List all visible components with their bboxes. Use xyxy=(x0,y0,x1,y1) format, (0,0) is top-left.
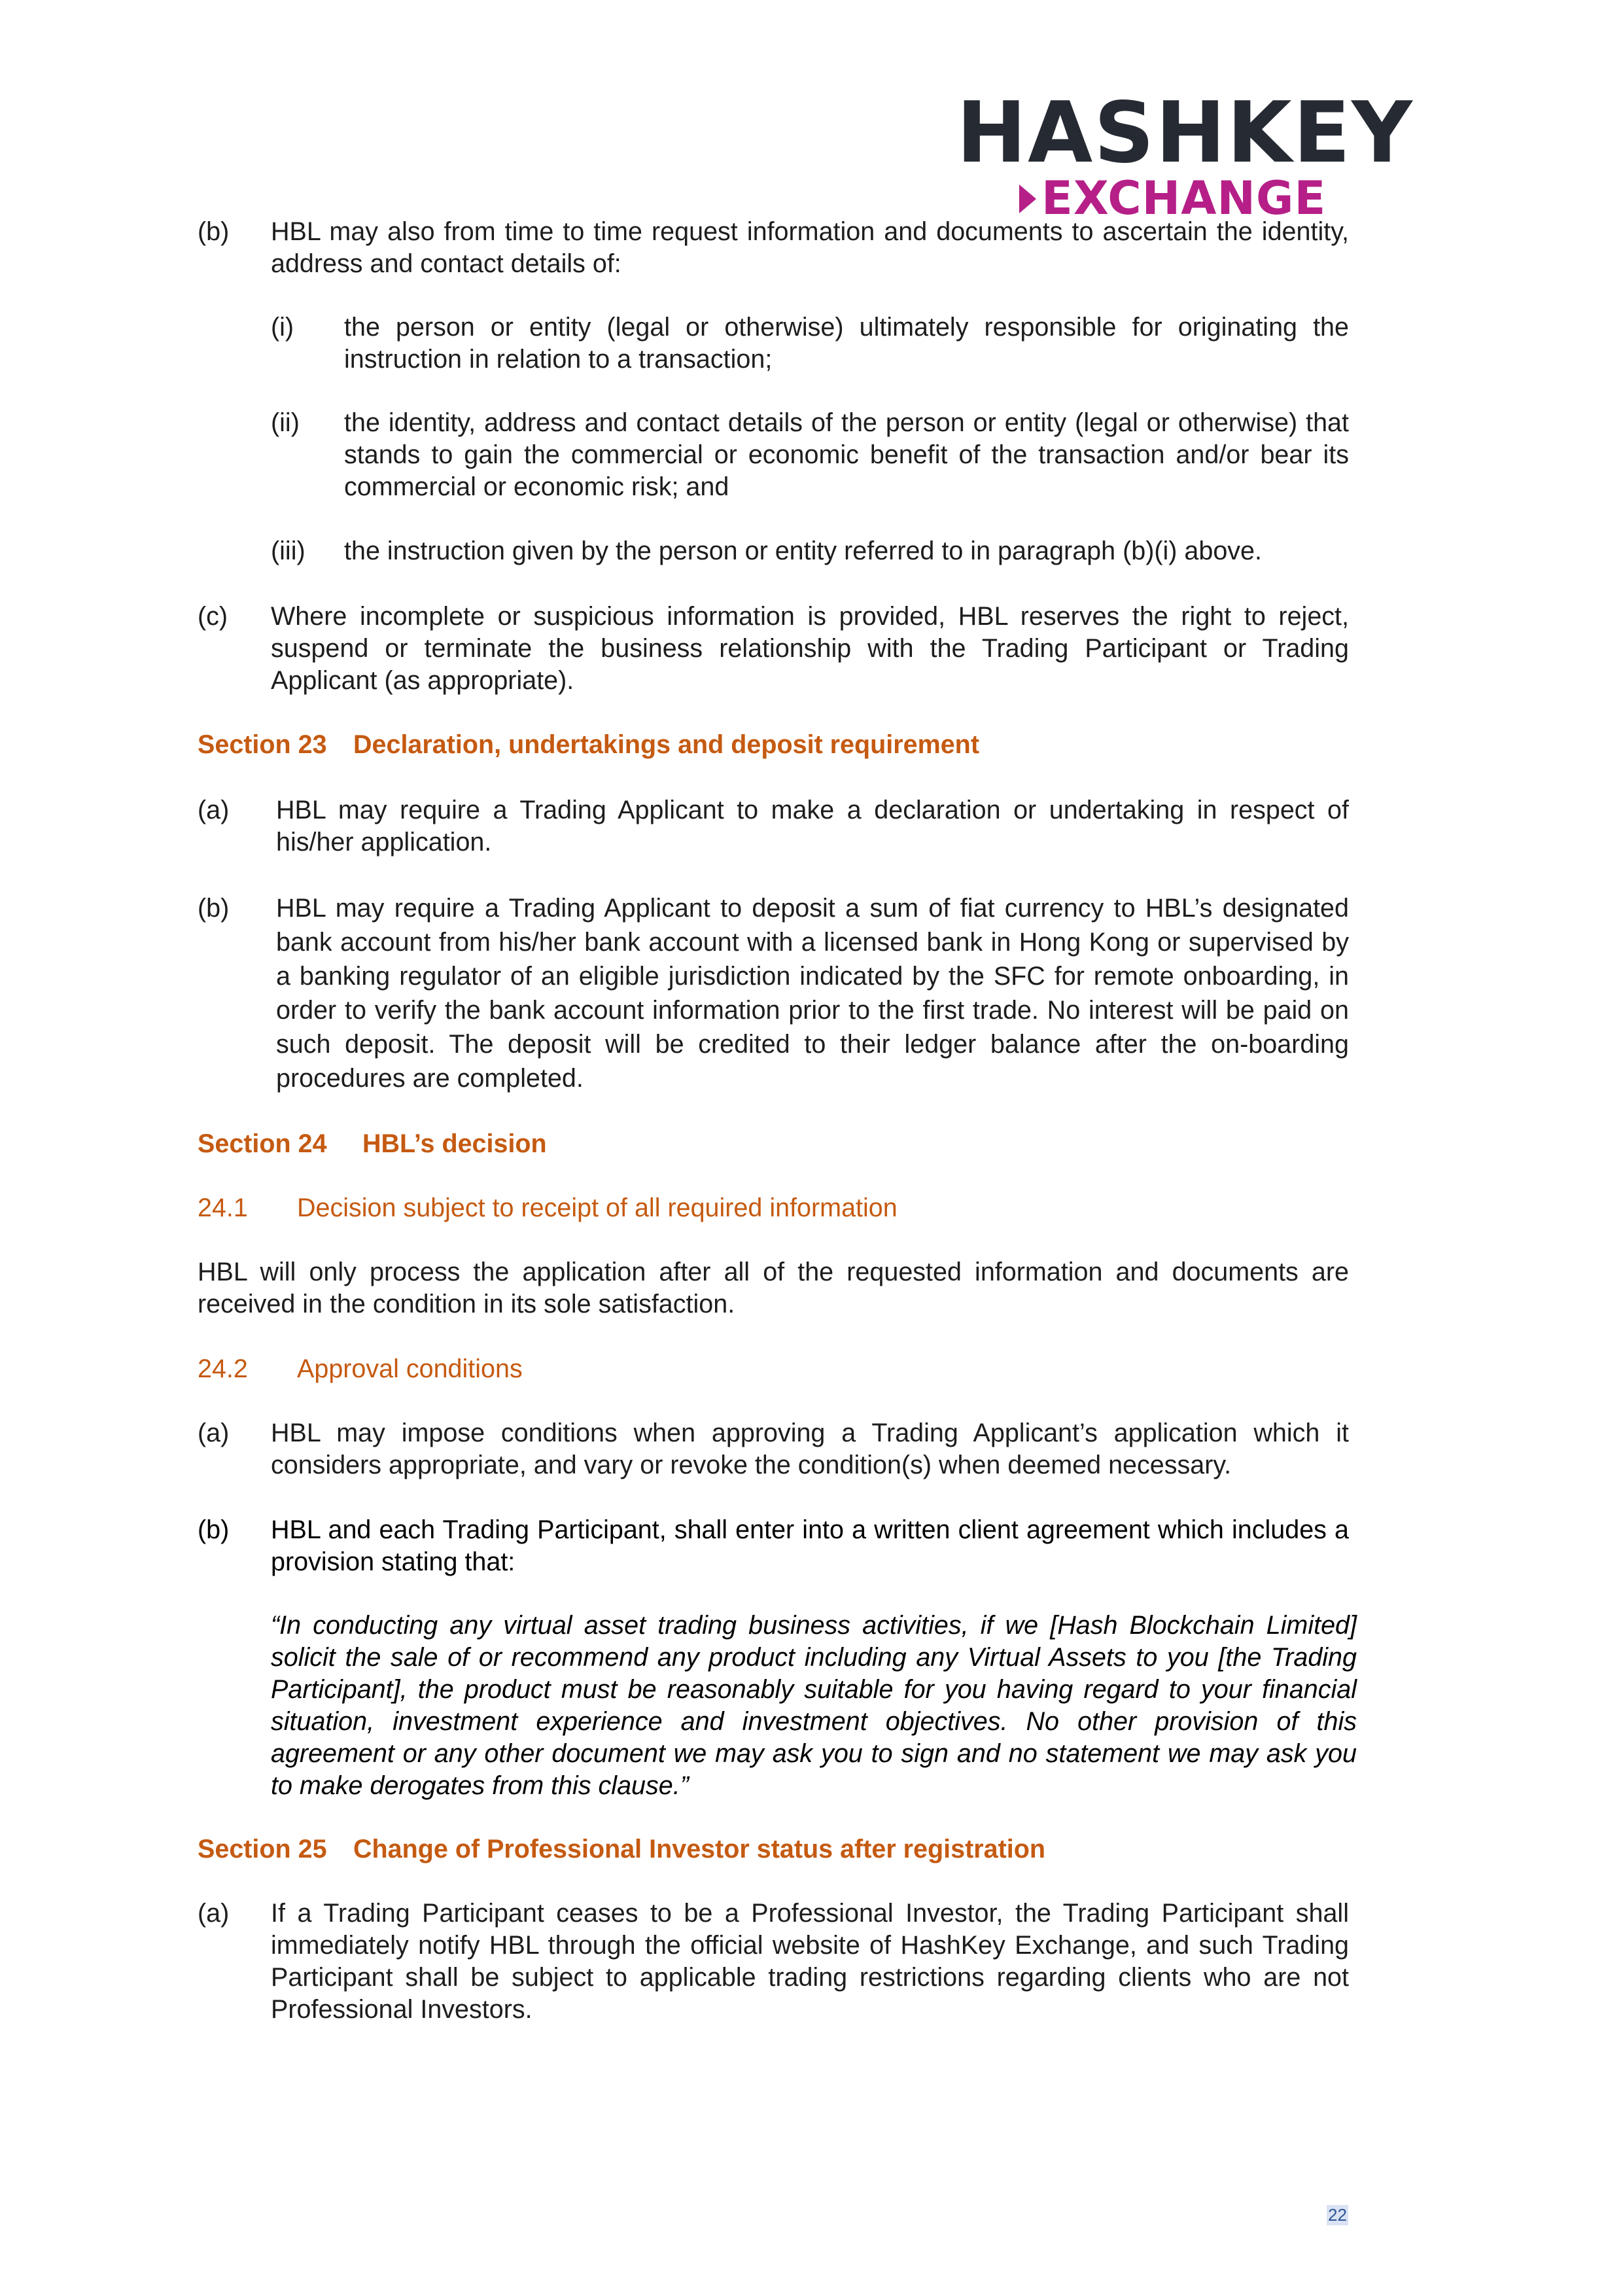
section-title: Declaration, undertakings and deposit requirement xyxy=(353,730,979,759)
subsection-title: Decision subject to receipt of all required information xyxy=(297,1193,898,1222)
paragraph-text: HBL may also from time to time request information and documents to ascertain the identity, address and contact details of: xyxy=(271,217,1349,278)
logo-hashkey-text: HASHKEY xyxy=(956,84,1414,182)
paragraph-label: (a) xyxy=(198,1899,230,1928)
paragraph-text: the identity, address and contact details of the person or entity (legal or otherwise) that stands to gain the commercial or economic benefit of the transaction and/or bear its commercial or economic risk; and xyxy=(344,408,1349,501)
quote-text: “In conducting any virtual asset trading business activities, if we [Hash Blockchain Limited] solicit the sale of or recommend any product including any Virtual Assets to you [the Trading Participant], the product must be reasonably suitable for you having regard to your financial situation, investment experience and investment objectives. No other provision of this agreement or any other document we may ask you to sign and no statement we may ask you to make derogates from this clause.” xyxy=(271,1611,1357,1800)
paragraph-label: (b) xyxy=(198,1515,230,1544)
paragraph-text: HBL may require a Trading Applicant to make a declaration or undertaking in respect of his/her application. xyxy=(276,796,1349,857)
hashkey-exchange-logo xyxy=(956,84,1414,225)
paragraph-text: Where incomplete or suspicious information is provided, HBL reserves the right to reject, suspend or terminate the business relationship with the Trading Participant or Trading Applicant (as appropriate). xyxy=(271,602,1349,695)
paragraph-label: (a) xyxy=(198,796,230,824)
section-title: Change of Professional Investor status after registration xyxy=(353,1835,1045,1863)
paragraph-text: HBL and each Trading Participant, shall enter into a written client agreement which includes a provision stating that: xyxy=(271,1515,1349,1576)
paragraph-text: HBL will only process the application after all of the requested information and documents are received in the condition in its sole satisfaction. xyxy=(198,1258,1349,1318)
paragraph-text: the person or entity (legal or otherwise) ultimately responsible for originating the instruction in relation to a transaction; xyxy=(344,313,1349,374)
logo-arrow-icon xyxy=(1019,185,1036,213)
paragraph-label: (b) xyxy=(198,894,230,923)
section-number: Section 24 xyxy=(198,1129,327,1158)
paragraph-label: (ii) xyxy=(271,408,300,437)
paragraph-label: (b) xyxy=(198,217,230,246)
subsection-number: 24.2 xyxy=(198,1354,248,1383)
paragraph-text: If a Trading Participant ceases to be a Professional Investor, the Trading Participant shall immediately notify HBL through the official website of HashKey Exchange, and such Trading Participant shall be subject to applicable trading restrictions regarding clients who are not Professional Investors. xyxy=(271,1899,1349,2024)
logo-exchange-text: EXCHANGE xyxy=(1041,171,1327,225)
section-number: Section 23 xyxy=(198,730,327,759)
subsection-title: Approval conditions xyxy=(297,1354,523,1383)
subsection-number: 24.1 xyxy=(198,1193,248,1222)
paragraph-text: HBL may impose conditions when approving a Trading Applicant’s application which it considers appropriate, and vary or revoke the condition(s) when deemed necessary. xyxy=(271,1419,1349,1479)
section-title: HBL’s decision xyxy=(362,1129,547,1158)
section-25-heading xyxy=(198,1833,1045,1865)
paragraph-text: the instruction given by the person or entity referred to in paragraph (b)(i) above. xyxy=(344,537,1263,565)
paragraph-text: HBL may require a Trading Applicant to deposit a sum of fiat currency to HBL’s designated bank account from his/her bank account with a licensed bank in Hong Kong or supervised by a banking regulator of an eligible jurisdiction indicated by the SFC for remote onboarding, in order to verify the bank account information prior to the first trade. No interest will be paid on such deposit. The deposit will be credited to their ledger balance after the on-boarding procedures are completed. xyxy=(276,894,1349,1093)
page-number: 22 xyxy=(1328,2205,1347,2225)
paragraph-label: (a) xyxy=(198,1419,230,1447)
paragraph-label: (c) xyxy=(198,602,228,631)
section-number: Section 25 xyxy=(198,1835,327,1863)
section-23-heading xyxy=(198,729,979,761)
subsection-24-2-heading xyxy=(198,1353,523,1385)
subsection-24-1-heading xyxy=(198,1192,898,1224)
paragraph-label: (i) xyxy=(271,313,294,342)
paragraph-label: (iii) xyxy=(271,537,305,565)
section-24-heading xyxy=(198,1128,547,1160)
